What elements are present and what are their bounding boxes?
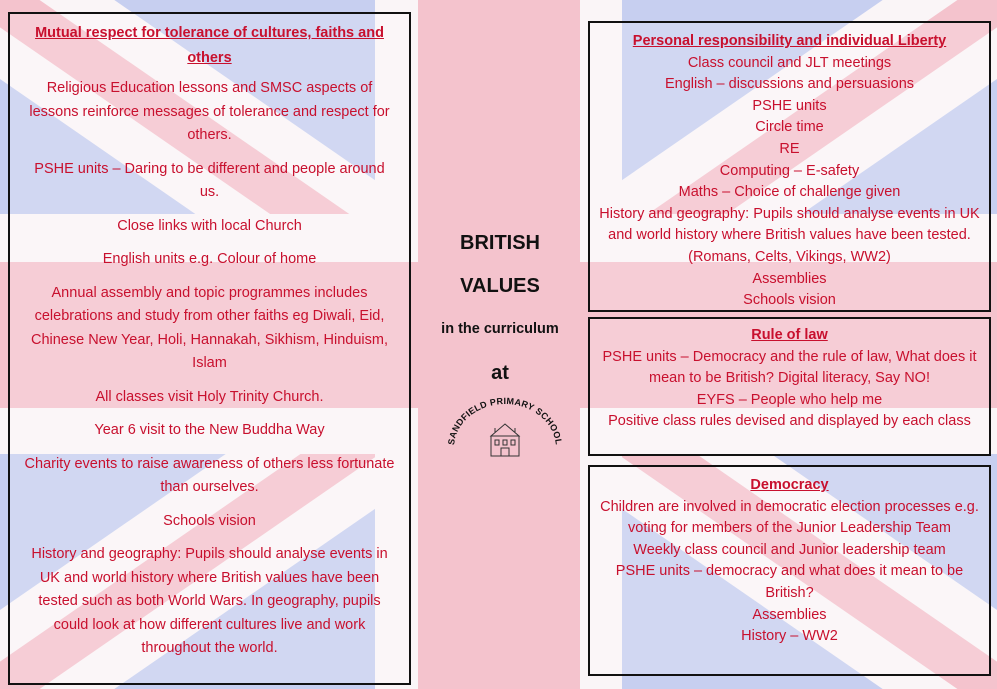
mutual-respect-heading-line2: others <box>187 50 232 66</box>
democracy-panel <box>588 465 991 676</box>
school-logo <box>440 388 570 466</box>
list-item: Assemblies <box>752 270 827 287</box>
list-item: Circle time <box>755 119 824 136</box>
list-item: All classes visit Holy Trinity Church. <box>95 388 324 405</box>
mutual-respect-panel <box>8 12 411 685</box>
list-item: Year 6 visit to the New Buddha Way <box>94 422 325 438</box>
list-item: Children are involved in democratic election processes e.g. voting for members of the Junior Leadership Team <box>600 498 979 537</box>
school-building-icon <box>491 424 519 456</box>
rule-of-law-panel <box>588 317 991 456</box>
list-item: Class council and JLT meetings <box>687 54 892 71</box>
list-item: Maths – Choice of challenge given <box>678 184 901 201</box>
subtitle-curriculum: in the curriculum <box>441 321 559 337</box>
list-item: PSHE units <box>752 97 827 114</box>
personal-responsibility-heading: Personal responsibility and individual Liberty <box>632 33 947 49</box>
list-item: EYFS – People who help me <box>696 391 883 408</box>
list-item: History and geography: Pupils should analyse events in UK and world history where British values have been tested such as both World Wars. In geography, pupils could look at how different cultures live and work throughout the world. <box>31 546 388 656</box>
list-item: PSHE units – Democracy and the rule of law, What does it mean to be British? Digital literacy, Say NO! <box>602 348 977 387</box>
list-item: Positive class rules devised and displayed by each class <box>608 413 971 430</box>
title-values: VALUES <box>460 275 540 297</box>
list-item: History and geography: Pupils should analyse events in UK and world history where British values have been tested. (Romans, Celts, Vikings, WW2) <box>599 205 980 265</box>
list-item: PSHE units – Daring to be different and people around us. <box>34 160 385 200</box>
list-item: Charity events to raise awareness of others less fortunate than ourselves. <box>24 455 395 495</box>
list-item: Annual assembly and topic programmes includes celebrations and study from other faiths eg Diwali, Eid, Chinese New Year, Holi, Hannakah, Sikhism, Hinduism, Islam <box>30 284 389 371</box>
list-item: History – WW2 <box>741 628 838 645</box>
list-item: Assemblies <box>752 606 827 623</box>
democracy-heading: Democracy <box>750 477 829 493</box>
rule-of-law-heading: Rule of law <box>751 327 828 343</box>
list-item: English units e.g. Colour of home <box>102 251 317 267</box>
list-item: Computing – E-safety <box>719 162 860 179</box>
personal-responsibility-panel <box>588 21 991 312</box>
list-item: Schools vision <box>163 512 256 529</box>
list-item: Religious Education lessons and SMSC aspects of lessons reinforce messages of tolerance and respect for others. <box>29 80 390 143</box>
list-item: Schools vision <box>743 292 836 309</box>
title-british: BRITISH <box>460 232 540 254</box>
mutual-respect-heading-line1: Mutual respect for tolerance of cultures, faiths and <box>35 25 384 41</box>
svg-text:SANDFIELD PRIMARY SCHOOL <box>446 396 564 446</box>
school-logo-text: SANDFIELD PRIMARY SCHOOL <box>446 395 564 446</box>
list-item: RE <box>779 140 800 157</box>
list-item: English – discussions and persuasions <box>664 76 915 93</box>
list-item: Close links with local Church <box>117 217 302 234</box>
title-at: at <box>491 362 509 384</box>
list-item: PSHE units – democracy and what does it mean to be British? <box>615 563 964 601</box>
list-item: Weekly class council and Junior leadership team <box>633 541 946 558</box>
mutual-respect-heading <box>24 21 395 71</box>
